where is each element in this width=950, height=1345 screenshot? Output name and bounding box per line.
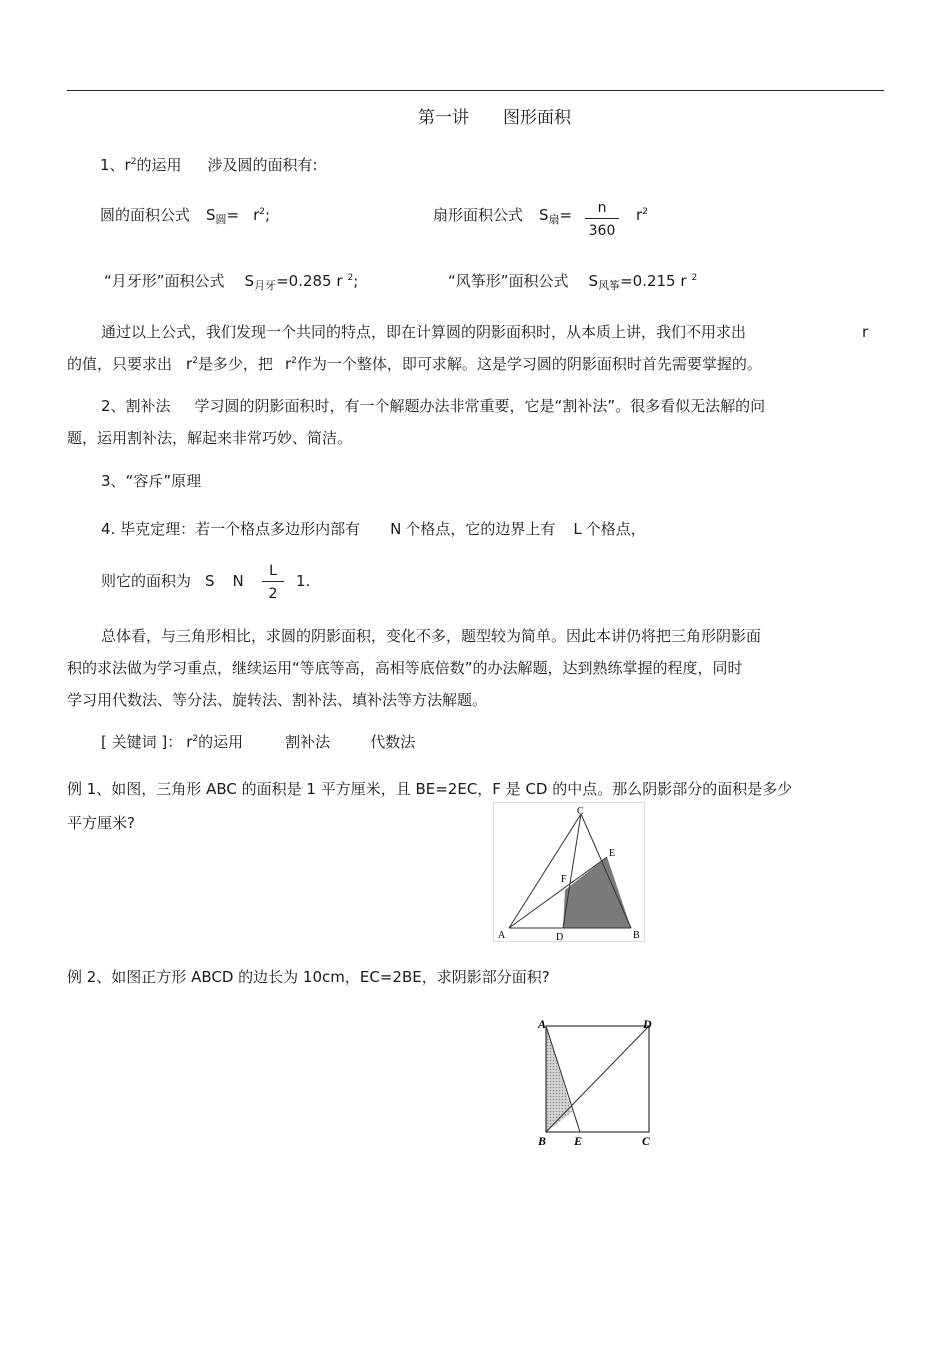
- label-d: D: [643, 1017, 652, 1031]
- shaded-region-1: [563, 857, 631, 928]
- label-a: A: [498, 930, 506, 941]
- page-title: 第一讲 图形面积: [418, 108, 571, 128]
- label-e: E: [609, 848, 616, 859]
- shaded-region-2: [546, 1026, 572, 1132]
- label-c: C: [642, 1134, 651, 1148]
- paragraph-formulas-insight: 通过以上公式，我们发现一个共同的特点，即在计算圆的阴影面积时，从本质上讲，我们不用求出 r 的值，只要求出 $r^2$是多少，把 $r^2$作为一个整体，即可求解。这是学习圆的阴影面积时首先需要掌握的。: [67, 323, 869, 373]
- example-1-figure: [493, 802, 645, 942]
- moon-area-formula: “月牙形”面积公式 $S_{月牙}=0.285$ r $^2$;: [104, 272, 359, 292]
- picks-theorem-statement: 4. 毕克定理：若一个格点多边形内部有 N 个格点，它的边界上有 L 个格点，: [101, 520, 646, 538]
- paragraph-cut-fill-method: 2、割补法 学习圆的阴影面积时，有一个解题办法非常重要，它是“割补法”。很多看似无法解的问 题，运用割补法，解起来非常巧妙、简洁。: [67, 397, 766, 447]
- sector-r-squared: $r^2$: [636, 206, 648, 224]
- example-1-text: 例 1、如图，三角形 ABC 的面积是 1 平方厘米，且 BE=2EC，F 是 CD 的中点。那么阴影部分的面积是多少 平方厘米?: [67, 780, 793, 832]
- circle-area-formula: 圆的面积公式 $S_圆= r^2$;: [100, 206, 271, 226]
- section-3-heading: 3、“容斥”原理: [101, 472, 202, 490]
- label-b: B: [538, 1134, 547, 1148]
- picks-theorem-formula: 则它的面积为 S N: [101, 572, 244, 590]
- example-2-text: 例 2、如图正方形 ABCD 的边长为 10cm，EC=2BE，求阴影部分面积?: [67, 968, 550, 986]
- section-1-heading: 1、$r^2$的运用 涉及圆的面积有:: [100, 156, 318, 174]
- sector-area-formula: 扇形面积公式 $S_扇=$: [433, 206, 573, 226]
- label-c: C: [577, 806, 584, 817]
- label-b: B: [633, 930, 640, 941]
- sector-fraction: $\frac{n}{360}$: [585, 200, 619, 239]
- label-f: F: [561, 874, 567, 885]
- label-d: D: [556, 932, 564, 942]
- example-2-figure: [534, 1014, 660, 1150]
- kite-area-formula: “风筝形”面积公式 $S_{风筝}=0.215$ r $^2$: [448, 272, 698, 292]
- header-rule: [67, 90, 884, 91]
- label-a: A: [538, 1017, 547, 1031]
- picks-fraction: $\frac{L}{2}$: [262, 563, 284, 602]
- label-e: E: [574, 1134, 583, 1148]
- paragraph-summary: 总体看，与三角形相比，求圆的阴影面积，变化不多，题型较为简单。因此本讲仍将把三角形阴影面 积的求法做为学习重点，继续运用“等底等高，高相等底倍数”的办法解题，达到熟练掌握的程度，同时 学习用代数法、等分法、旋转法、割补法、填补法等方法解题。: [67, 627, 762, 709]
- keywords-line: [ 关键词 ]： $r^2$的运用 割补法 代数法: [101, 733, 416, 751]
- picks-formula-end: 1.: [296, 572, 311, 590]
